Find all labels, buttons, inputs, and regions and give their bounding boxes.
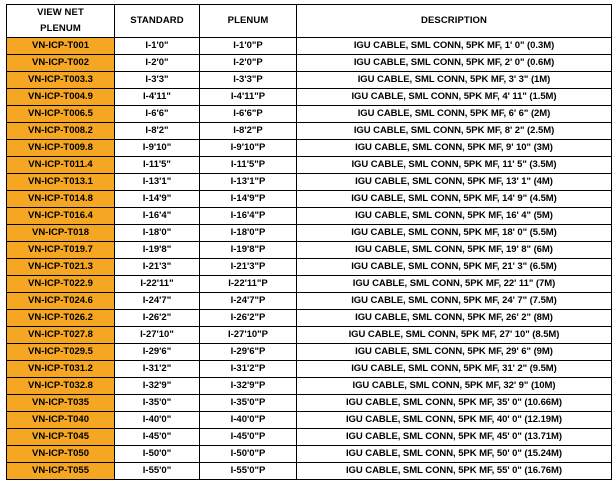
- cell-plenum: I-14'9"P: [200, 191, 297, 208]
- cell-description: IGU CABLE, SML CONN, 5PK MF, 40' 0" (12.19M): [297, 412, 612, 429]
- table-row: [7, 446, 612, 463]
- cell-standard: I-8'2": [115, 123, 200, 140]
- column-header-part-number: [7, 5, 115, 38]
- cell-standard: I-26'2": [115, 310, 200, 327]
- cell-plenum: I-21'3"P: [200, 259, 297, 276]
- table-row: [7, 395, 612, 412]
- cell-part-number: VN-ICP-T006.5: [7, 106, 115, 123]
- cell-description: IGU CABLE, SML CONN, 5PK MF, 11' 5" (3.5M): [297, 157, 612, 174]
- cell-description: IGU CABLE, SML CONN, 5PK MF, 29' 6" (9M): [297, 344, 612, 361]
- table-body: [7, 38, 612, 480]
- cell-standard: I-6'6": [115, 106, 200, 123]
- cell-standard: I-55'0": [115, 463, 200, 480]
- cell-description: IGU CABLE, SML CONN, 5PK MF, 27' 10" (8.5M): [297, 327, 612, 344]
- cell-description: IGU CABLE, SML CONN, 5PK MF, 18' 0" (5.5M): [297, 225, 612, 242]
- cell-plenum: I-50'0"P: [200, 446, 297, 463]
- cell-description: IGU CABLE, SML CONN, 5PK MF, 1' 0" (0.3M): [297, 38, 612, 55]
- column-header-description: DESCRIPTION: [297, 5, 612, 38]
- cell-description: IGU CABLE, SML CONN, 5PK MF, 8' 2" (2.5M): [297, 123, 612, 140]
- table-row: [7, 208, 612, 225]
- cell-plenum: I-45'0"P: [200, 429, 297, 446]
- table-row: [7, 89, 612, 106]
- table-row: [7, 259, 612, 276]
- cell-plenum: I-8'2"P: [200, 123, 297, 140]
- cell-standard: I-27'10": [115, 327, 200, 344]
- table-row: [7, 174, 612, 191]
- cell-description: IGU CABLE, SML CONN, 5PK MF, 4' 11" (1.5M): [297, 89, 612, 106]
- table-row: [7, 225, 612, 242]
- cell-standard: I-4'11": [115, 89, 200, 106]
- cell-description: IGU CABLE, SML CONN, 5PK MF, 6' 6" (2M): [297, 106, 612, 123]
- cell-description: IGU CABLE, SML CONN, 5PK MF, 13' 1" (4M): [297, 174, 612, 191]
- cell-part-number: VN-ICP-T002: [7, 55, 115, 72]
- table-row: [7, 123, 612, 140]
- cell-part-number: VN-ICP-T031.2: [7, 361, 115, 378]
- cell-description: IGU CABLE, SML CONN, 5PK MF, 3' 3" (1M): [297, 72, 612, 89]
- cell-standard: I-35'0": [115, 395, 200, 412]
- table-row: [7, 463, 612, 480]
- cell-part-number: VN-ICP-T009.8: [7, 140, 115, 157]
- header-row: [7, 5, 612, 38]
- cell-description: IGU CABLE, SML CONN, 5PK MF, 45' 0" (13.71M): [297, 429, 612, 446]
- table-row: [7, 242, 612, 259]
- cell-standard: I-2'0": [115, 55, 200, 72]
- cell-part-number: VN-ICP-T008.2: [7, 123, 115, 140]
- table-row: [7, 310, 612, 327]
- cell-standard: I-50'0": [115, 446, 200, 463]
- column-header-part-line1: VIEW NET: [37, 7, 84, 18]
- cell-standard: I-1'0": [115, 38, 200, 55]
- cell-plenum: I-35'0"P: [200, 395, 297, 412]
- cell-description: IGU CABLE, SML CONN, 5PK MF, 2' 0" (0.6M): [297, 55, 612, 72]
- table-row: [7, 55, 612, 72]
- cell-standard: I-21'3": [115, 259, 200, 276]
- cell-standard: I-9'10": [115, 140, 200, 157]
- cell-description: IGU CABLE, SML CONN, 5PK MF, 35' 0" (10.66M): [297, 395, 612, 412]
- cell-description: IGU CABLE, SML CONN, 5PK MF, 14' 9" (4.5M): [297, 191, 612, 208]
- cell-part-number: VN-ICP-T055: [7, 463, 115, 480]
- column-header-part-line2: PLENUM: [40, 23, 81, 34]
- cell-standard: I-11'5": [115, 157, 200, 174]
- cell-plenum: I-6'6"P: [200, 106, 297, 123]
- cell-standard: I-40'0": [115, 412, 200, 429]
- cell-part-number: VN-ICP-T001: [7, 38, 115, 55]
- table-row: [7, 38, 612, 55]
- cell-description: IGU CABLE, SML CONN, 5PK MF, 9' 10" (3M): [297, 140, 612, 157]
- cell-part-number: VN-ICP-T022.9: [7, 276, 115, 293]
- cell-plenum: I-13'1"P: [200, 174, 297, 191]
- table-row: [7, 429, 612, 446]
- cell-description: IGU CABLE, SML CONN, 5PK MF, 21' 3" (6.5M): [297, 259, 612, 276]
- table-row: [7, 276, 612, 293]
- cell-part-number: VN-ICP-T019.7: [7, 242, 115, 259]
- cell-plenum: I-11'5"P: [200, 157, 297, 174]
- table-row: [7, 140, 612, 157]
- cell-part-number: VN-ICP-T040: [7, 412, 115, 429]
- table-row: [7, 191, 612, 208]
- cell-plenum: I-22'11"P: [200, 276, 297, 293]
- cell-part-number: VN-ICP-T032.8: [7, 378, 115, 395]
- cell-part-number: VN-ICP-T024.6: [7, 293, 115, 310]
- cell-part-number: VN-ICP-T011.4: [7, 157, 115, 174]
- cell-part-number: VN-ICP-T021.3: [7, 259, 115, 276]
- cell-standard: I-29'6": [115, 344, 200, 361]
- column-header-plenum: PLENUM: [200, 5, 297, 38]
- cell-description: IGU CABLE, SML CONN, 5PK MF, 55' 0" (16.76M): [297, 463, 612, 480]
- cell-standard: I-18'0": [115, 225, 200, 242]
- table-row: [7, 344, 612, 361]
- table-header: [7, 5, 612, 38]
- table-row: [7, 327, 612, 344]
- cell-standard: I-3'3": [115, 72, 200, 89]
- cell-plenum: I-3'3"P: [200, 72, 297, 89]
- cell-plenum: I-9'10"P: [200, 140, 297, 157]
- cell-part-number: VN-ICP-T050: [7, 446, 115, 463]
- cell-part-number: VN-ICP-T013.1: [7, 174, 115, 191]
- cell-description: IGU CABLE, SML CONN, 5PK MF, 26' 2" (8M): [297, 310, 612, 327]
- table-row: [7, 378, 612, 395]
- cell-part-number: VN-ICP-T026.2: [7, 310, 115, 327]
- table-row: [7, 293, 612, 310]
- cell-plenum: I-1'0"P: [200, 38, 297, 55]
- cell-part-number: VN-ICP-T035: [7, 395, 115, 412]
- cell-part-number: VN-ICP-T004.9: [7, 89, 115, 106]
- cell-plenum: I-29'6"P: [200, 344, 297, 361]
- cell-standard: I-22'11": [115, 276, 200, 293]
- table-row: [7, 106, 612, 123]
- cell-plenum: I-32'9"P: [200, 378, 297, 395]
- cell-part-number: VN-ICP-T014.8: [7, 191, 115, 208]
- table-row: [7, 72, 612, 89]
- cell-plenum: I-26'2"P: [200, 310, 297, 327]
- cell-plenum: I-31'2"P: [200, 361, 297, 378]
- cell-standard: I-45'0": [115, 429, 200, 446]
- cell-plenum: I-40'0"P: [200, 412, 297, 429]
- cell-plenum: I-4'11"P: [200, 89, 297, 106]
- table-row: [7, 157, 612, 174]
- cell-standard: I-19'8": [115, 242, 200, 259]
- cell-description: IGU CABLE, SML CONN, 5PK MF, 22' 11" (7M): [297, 276, 612, 293]
- cell-plenum: I-2'0"P: [200, 55, 297, 72]
- cell-plenum: I-24'7"P: [200, 293, 297, 310]
- cell-part-number: VN-ICP-T003.3: [7, 72, 115, 89]
- cell-standard: I-31'2": [115, 361, 200, 378]
- cell-part-number: VN-ICP-T045: [7, 429, 115, 446]
- cell-plenum: I-27'10"P: [200, 327, 297, 344]
- cell-part-number: VN-ICP-T016.4: [7, 208, 115, 225]
- cell-standard: I-32'9": [115, 378, 200, 395]
- cell-standard: I-16'4": [115, 208, 200, 225]
- cell-description: IGU CABLE, SML CONN, 5PK MF, 16' 4" (5M): [297, 208, 612, 225]
- cell-standard: I-13'1": [115, 174, 200, 191]
- cell-part-number: VN-ICP-T018: [7, 225, 115, 242]
- column-header-standard: STANDARD: [115, 5, 200, 38]
- table-row: [7, 361, 612, 378]
- cell-description: IGU CABLE, SML CONN, 5PK MF, 32' 9" (10M): [297, 378, 612, 395]
- cell-plenum: I-19'8"P: [200, 242, 297, 259]
- cell-part-number: VN-ICP-T027.8: [7, 327, 115, 344]
- cell-description: IGU CABLE, SML CONN, 5PK MF, 24' 7" (7.5M): [297, 293, 612, 310]
- cell-standard: I-24'7": [115, 293, 200, 310]
- table-row: [7, 412, 612, 429]
- cell-standard: I-14'9": [115, 191, 200, 208]
- cell-plenum: I-18'0"P: [200, 225, 297, 242]
- cell-plenum: I-16'4"P: [200, 208, 297, 225]
- cell-part-number: VN-ICP-T029.5: [7, 344, 115, 361]
- cell-plenum: I-55'0"P: [200, 463, 297, 480]
- parts-table: [6, 4, 612, 480]
- cell-description: IGU CABLE, SML CONN, 5PK MF, 50' 0" (15.24M): [297, 446, 612, 463]
- cell-description: IGU CABLE, SML CONN, 5PK MF, 19' 8" (6M): [297, 242, 612, 259]
- cell-description: IGU CABLE, SML CONN, 5PK MF, 31' 2" (9.5M): [297, 361, 612, 378]
